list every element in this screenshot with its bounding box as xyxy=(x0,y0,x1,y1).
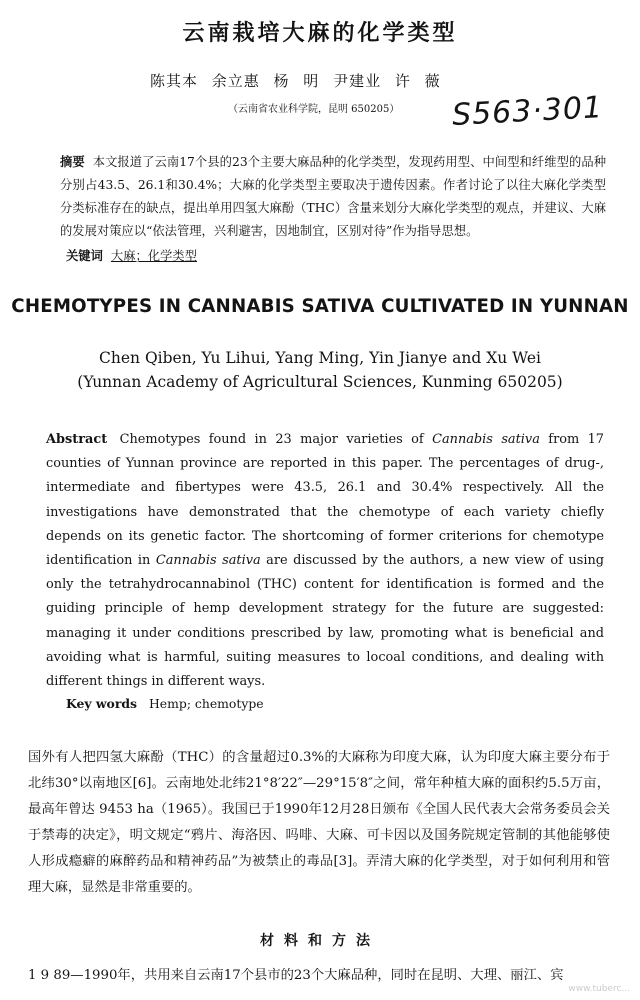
english-abstract-italic2: Cannabis sativa xyxy=(155,553,261,569)
section-heading-methods: 材料和方法 xyxy=(260,933,380,949)
english-keywords-label: Key words xyxy=(66,696,137,711)
chinese-keywords-label: 关键词 xyxy=(66,248,103,263)
body-paragraph: 国外有人把四氢大麻酚（THC）的含量超过0.3%的大麻称为印度大麻，认为印度大麻主要分布于北纬30°以南地区[6]。云南地处北纬21°8′22″—29°15′8″之间，常年种植大麻的面积约5.5万亩，最高年曾达 9453 ha（1965）。我国已于1990年12月28日颁布《全国人民代表大会常务委员会关于禁毒的决定》，明文规定“鸦片、海洛因、吗啡、大麻、可卡因以及国务院规定管制的其他能够使人形成瘾癖的麻醉药品和精神药品”为被禁止的毒品[3]。弄清大麻的化学类型，对于如何利用和管理大麻，显然是非常重要的。 xyxy=(28,750,610,895)
chinese-keywords xyxy=(66,246,197,264)
english-abstract-label: Abstract xyxy=(46,432,108,447)
english-authors: Chen Qiben, Yu Lihui, Yang Ming, Yin Jianye and Xu Wei xyxy=(99,349,541,367)
chinese-authors: 陈其本 余立惠 杨 明 尹建业 许 薇 xyxy=(150,72,441,90)
chinese-keywords-text: 大麻；化学类型 xyxy=(110,249,197,263)
body-paragraph-2: 1 9 89—1990年，共用来自云南17个县市的23个大麻品种，同时在昆明、大理、丽江、宾 xyxy=(28,968,564,983)
chinese-abstract xyxy=(60,150,606,243)
chinese-abstract-label: 摘要 xyxy=(60,154,85,169)
english-affiliation: (Yunnan Academy of Agricultural Sciences, Kunming 650205) xyxy=(77,373,563,391)
english-abstract-part3: are discussed by the authors, a new view of using only the tetrahydrocannabinol (THC) content for identification is formed and the guiding principle of hemp development strategy for the future are suggested: managing it under conditions prescribed by law, promoting what is beneficial and avoiding what is harmful, suiting measures to locoal conditions, and dealing with different things in different ways. xyxy=(46,553,604,690)
english-abstract xyxy=(46,428,604,694)
chinese-abstract-text: 本文报道了云南17个县的23个主要大麻品种的化学类型，发现药用型、中间型和纤维型的品种分别占43.5、26.1和30.4%；大麻的化学类型主要取决于遗传因素。作者讨论了以往大麻化学类型分类标准存在的缺点，提出单用四氢大麻酚（THC）含量来划分大麻化学类型的观点，并建议、大麻的发展对策应以“依法管理，兴利避害，因地制宜，区别对待”作为指导思想。 xyxy=(60,155,606,238)
site-watermark: www.tuberc... xyxy=(568,984,630,994)
english-authors-block xyxy=(0,346,640,394)
chinese-title: 云南栽培大麻的化学类型 xyxy=(182,21,458,46)
handwritten-catalog-code: S563·301 xyxy=(451,90,604,133)
english-title: CHEMOTYPES IN CANNABIS SATIVA CULTIVATED IN YUNNAN xyxy=(11,296,629,317)
chinese-affiliation: （云南省农业科学院，昆明 650205） xyxy=(228,104,400,115)
english-abstract-italic1: Cannabis sativa xyxy=(432,432,540,447)
english-keywords-text: Hemp; chemotype xyxy=(149,696,264,711)
english-abstract-part1: Chemotypes found in 23 major varieties of xyxy=(119,432,424,447)
english-keywords xyxy=(66,696,264,711)
english-abstract-part2: from 17 counties of Yunnan province are reported in this paper. The percentages of drug-, intermediate and fibertypes were 43.5, 26.1 and 30.4% respectively. All the investigations have demonstrated that the chemotype of each variety chiefly depends on its genetic factor. The shortcoming of former criterions for chemotype identification in xyxy=(46,432,605,569)
